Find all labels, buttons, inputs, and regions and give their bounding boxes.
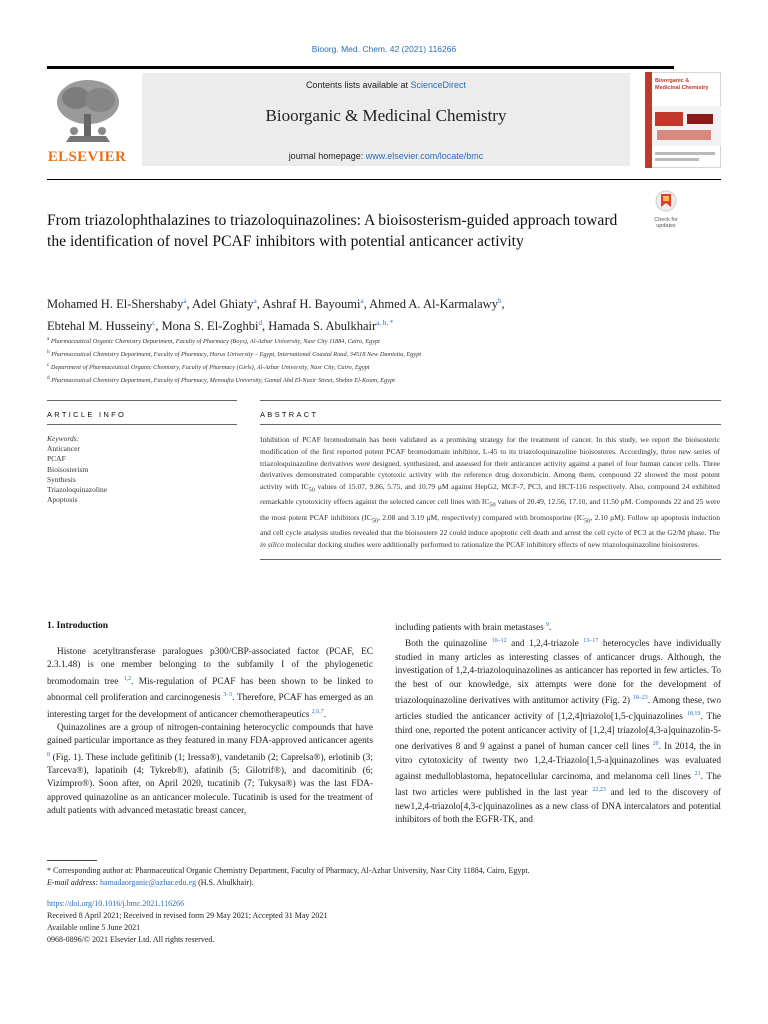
header-bottom-rule: [47, 179, 721, 180]
keyword: Anticancer: [47, 444, 80, 454]
affiliation: $^a$ Pharmaceutical Organic Chemistry Department, Faculty of Pharmacy (Boys), Al-Azhar University, Nasr City 11884, Cairo, Egypt: [47, 336, 380, 346]
keyword: Synthesis: [47, 474, 76, 484]
keyword: PCAF: [47, 454, 66, 464]
corresponding-author-footnote: * Corresponding author at: Pharmaceutical Organic Chemistry Department, Faculty of Pharmacy, Al-Azhar University, Nasr City 11884, Cairo, Egypt. E-mail address: hamadaorganic@azhar.edu.eg (H.S. Abulkhair).: [47, 866, 530, 887]
author-list: Mohamed H. El-Shershaby$^a$, Adel Ghiaty$^a$, Ashraf H. Bayoumi$^a$, Ahmed A. Al-Karmalawy$^b$, Ebtehal M. Husseiny$^c$, Mona S. El-Zoghbi$^d$, Hamada S. Abulkhair$^{a, b, *}$: [47, 297, 505, 334]
elsevier-tree-logo: [52, 76, 124, 148]
affiliation: $^d$ Pharmaceutical Chemistry Department, Faculty of Pharmacy, Menoufia University, Gamal Abd El-Nasir Street, Shebin El-Koum, Egypt: [47, 375, 395, 385]
available-online: Available online 5 June 2021: [47, 923, 141, 932]
received-dates: Received 8 April 2021; Received in revised form 29 May 2021; Accepted 31 May 2021: [47, 911, 328, 920]
check-badge-label: Check for updates: [654, 217, 678, 229]
publication-info: [47, 898, 327, 946]
journal-cover[interactable]: [645, 72, 721, 168]
author[interactable]: Ebtehal M. Husseiny$^c$: [47, 319, 156, 334]
abstract-heading: ABSTRACT: [260, 410, 319, 419]
paragraph: Quinazolines are a group of nitrogen-containing heterocyclic compounds that have gained particular importance as they featured in many FDA-approved anticancer agents $^8$ (Fig. 1). These include gefitinib (1; Iressa®), vandetanib (2; Caprelsa®), erlotinib (3; Tarceva®), lapatinib (4; Tykreb®), afatinib (5; Gilotrif®), and dacomitinib (6; Vizimpro®). Soon after, on April 2020, tucatinib (7; Tukysa®) was the last FDA-approved quinazoline as an anticancer molecule. Tucatinib is used for the treatment of adult patients with advanced metastatic breast cancer,: [47, 723, 373, 817]
keyword: Bioisosterism: [47, 464, 89, 474]
bookmark-icon: [648, 190, 684, 212]
abstract-text: Inhibition of PCAF bromodomain has been validated as a promising strategy for the treatment of cancer. In this study, we report the bioisosteric modification of the first reported potent PCAF bromodomain inhibitor, L-45 to its triazoloquinazoline bioisosteres. Accordingly, three new series of triazoloquinazoline derivatives were designed, synthesized, and assessed for their anticancer activity against a panel of four human cancer cells. Three derivatives demonstrated comparable cytotoxic activity with the reference drug doxorubicin. Among them, compound 22 showed the most potent activity with $IC_{50}$ values of 15.07, 9.86, 5.75, and 10.79 μM against HepG2, MCF-7, PC3, and HCT-116 respectively. Also, compound 24 exhibited remarkable cytotoxicity effects against the selected cancer cell lines with $IC_{50}$ values of 20.49, 12.56, 17.10, and 11.50 μM. Compounds 22 and 25 were the most potent PCAF inhibitors ($IC_{50}$, 2.08 and 3.19 μM, respectively) compared with bromosporine ($IC_{50}$, 2.10 μM). Follow up apoptosis induction and cell cycle analysis studies revealed that the bioisostere 22 could induce apoptotic cell death and arrest the cell cycle of PC3 at the G2/M phase. The in silico molecular docking studies were additionally performed to rationalize the PCAF inhibitory effects of new triazoloquinazoline bioisosteres.: [260, 435, 721, 549]
paragraph: Both the quinazoline $^{10-12}$ and 1,2,4-triazole $^{13-17}$ heterocycles have individually studied in many articles as interesting classes of anticancer drugs. Although, the investigation of 1,2,4-triazoloquinazolines as anticancer has reported in few articles. To the best of our knowledge, six attempts were done for the development of triazoloquinazoline derivatives with antitumor activity (Fig. 2) $^{18-23}$. Among these, two articles studied the anticancer activity of [1,2,4]triazolo[1,5-c]quinazolines $^{18,19}$. The third one, reported the potent anticancer activity of [1,2,4] triazolo[4,3-a]quinazolin-5-one derivatives 8 and 9 against a panel of human cancer cell lines $^{20}$. In 2014, the in vitro cytotoxicity of twenty two 1,2,4-Triazolo[1,5-a]quinazolines was evaluated against medulloblastoma, hepatocellular carcinoma, and melanoma cell lines $^{21}$. The last two articles were published in the last year $^{22,23}$ and led to the discovery of new1,2,4-triazolo[4,3-c]quinazolines as a new class of DNA intercalators and potential inhibitors of both the EGFR-TK, and: [395, 638, 722, 826]
affiliation: $^b$ Pharmaceutical Chemistry Department, Faculty of Pharmacy, Horus University – Egypt, International Coastal Road, 34518 New Damietta, Egypt: [47, 349, 422, 359]
email-link[interactable]: hamadaorganic@azhar.edu.eg: [100, 878, 197, 887]
author[interactable]: Mona S. El-Zoghbi$^d$: [161, 319, 262, 334]
author[interactable]: Adel Ghiaty$^a$: [192, 297, 257, 312]
keywords-label: Keywords:: [47, 434, 80, 443]
journal-name: Bioorganic & Medicinal Chemistry: [265, 106, 507, 125]
sciencedirect-link[interactable]: ScienceDirect: [410, 80, 467, 90]
keyword: Triazoloquinazoline: [47, 485, 108, 495]
right-column: [395, 619, 721, 827]
contents-line: [142, 80, 630, 90]
elsevier-wordmark: ELSEVIER: [47, 149, 127, 165]
copyright: 0968-0896/© 2021 Elsevier Ltd. All rights reserved.: [47, 935, 215, 944]
author[interactable]: Ahmed A. Al-Karmalawy$^b$: [369, 297, 502, 312]
author[interactable]: Ashraf H. Bayoumi$^a$: [262, 297, 364, 312]
keywords-block: [47, 434, 237, 505]
doi-link[interactable]: https://doi.org/10.1016/j.bmc.2021.116266: [47, 899, 185, 908]
paragraph: including patients with brain metastases $^9$.: [395, 622, 552, 634]
footnote-rule: [47, 860, 97, 861]
header-top-rule: [47, 66, 674, 69]
cover-title: Bioorganic & Medicinal Chemistry: [655, 78, 709, 91]
affiliations: [47, 334, 721, 386]
affiliation: $^c$ Department of Pharmaceutical Organic Chemistry, Faculty of Pharmacy (Girls), Al-Azhar University, Nasr City, Cairo, Egypt: [47, 362, 370, 372]
article-title: From triazolophthalazines to triazoloquinazolines: A bioisosterism-guided approach toward the identification of novel PCAF inhibitors with potential anticancer activity: [47, 212, 618, 250]
left-column: [47, 646, 373, 819]
abstract-bottom-rule: [260, 559, 721, 560]
section-heading-introduction: 1. Introduction: [47, 621, 109, 631]
article-info-rule: [47, 424, 237, 425]
email-label: E-mail address:: [47, 878, 99, 887]
abstract-rule: [260, 424, 721, 425]
homepage-link[interactable]: www.elsevier.com/locate/bmc: [365, 151, 484, 161]
journal-reference[interactable]: Bioorg. Med. Chem. 42 (2021) 116266: [311, 44, 457, 54]
author[interactable]: Hamada S. Abulkhair$^{a, b, *}$: [268, 319, 394, 334]
keyword: Apoptosis: [47, 495, 78, 505]
article-info-heading: ARTICLE INFO: [47, 410, 127, 419]
asterisk: *: [47, 866, 51, 875]
article-info-top-rule: [47, 400, 237, 401]
author[interactable]: Mohamed H. El-Shershaby$^a$: [47, 297, 187, 312]
abstract-top-rule: [260, 400, 721, 401]
contents-prefix: Contents lists available at: [305, 80, 408, 90]
check-for-updates-badge[interactable]: [648, 190, 684, 228]
homepage-line: [142, 151, 630, 161]
paragraph: Histone acetyltransferase paralogues p300/CBP-associated factor (PCAF, EC 2.3.1.48) is one member belonging to the subfamily I of the phylogenetic bromodomain tree $^{1,2}$. Mis-regulation of PCAF has been shown to be linked to abnormal cell proliferation and carcinogenesis $^{3-5}$. Therefore, PCAF has emerged as an interesting target for the development of anticancer chemotherapeutics $^{2,6,7}$.: [47, 647, 373, 720]
homepage-prefix: journal homepage:: [288, 151, 364, 161]
